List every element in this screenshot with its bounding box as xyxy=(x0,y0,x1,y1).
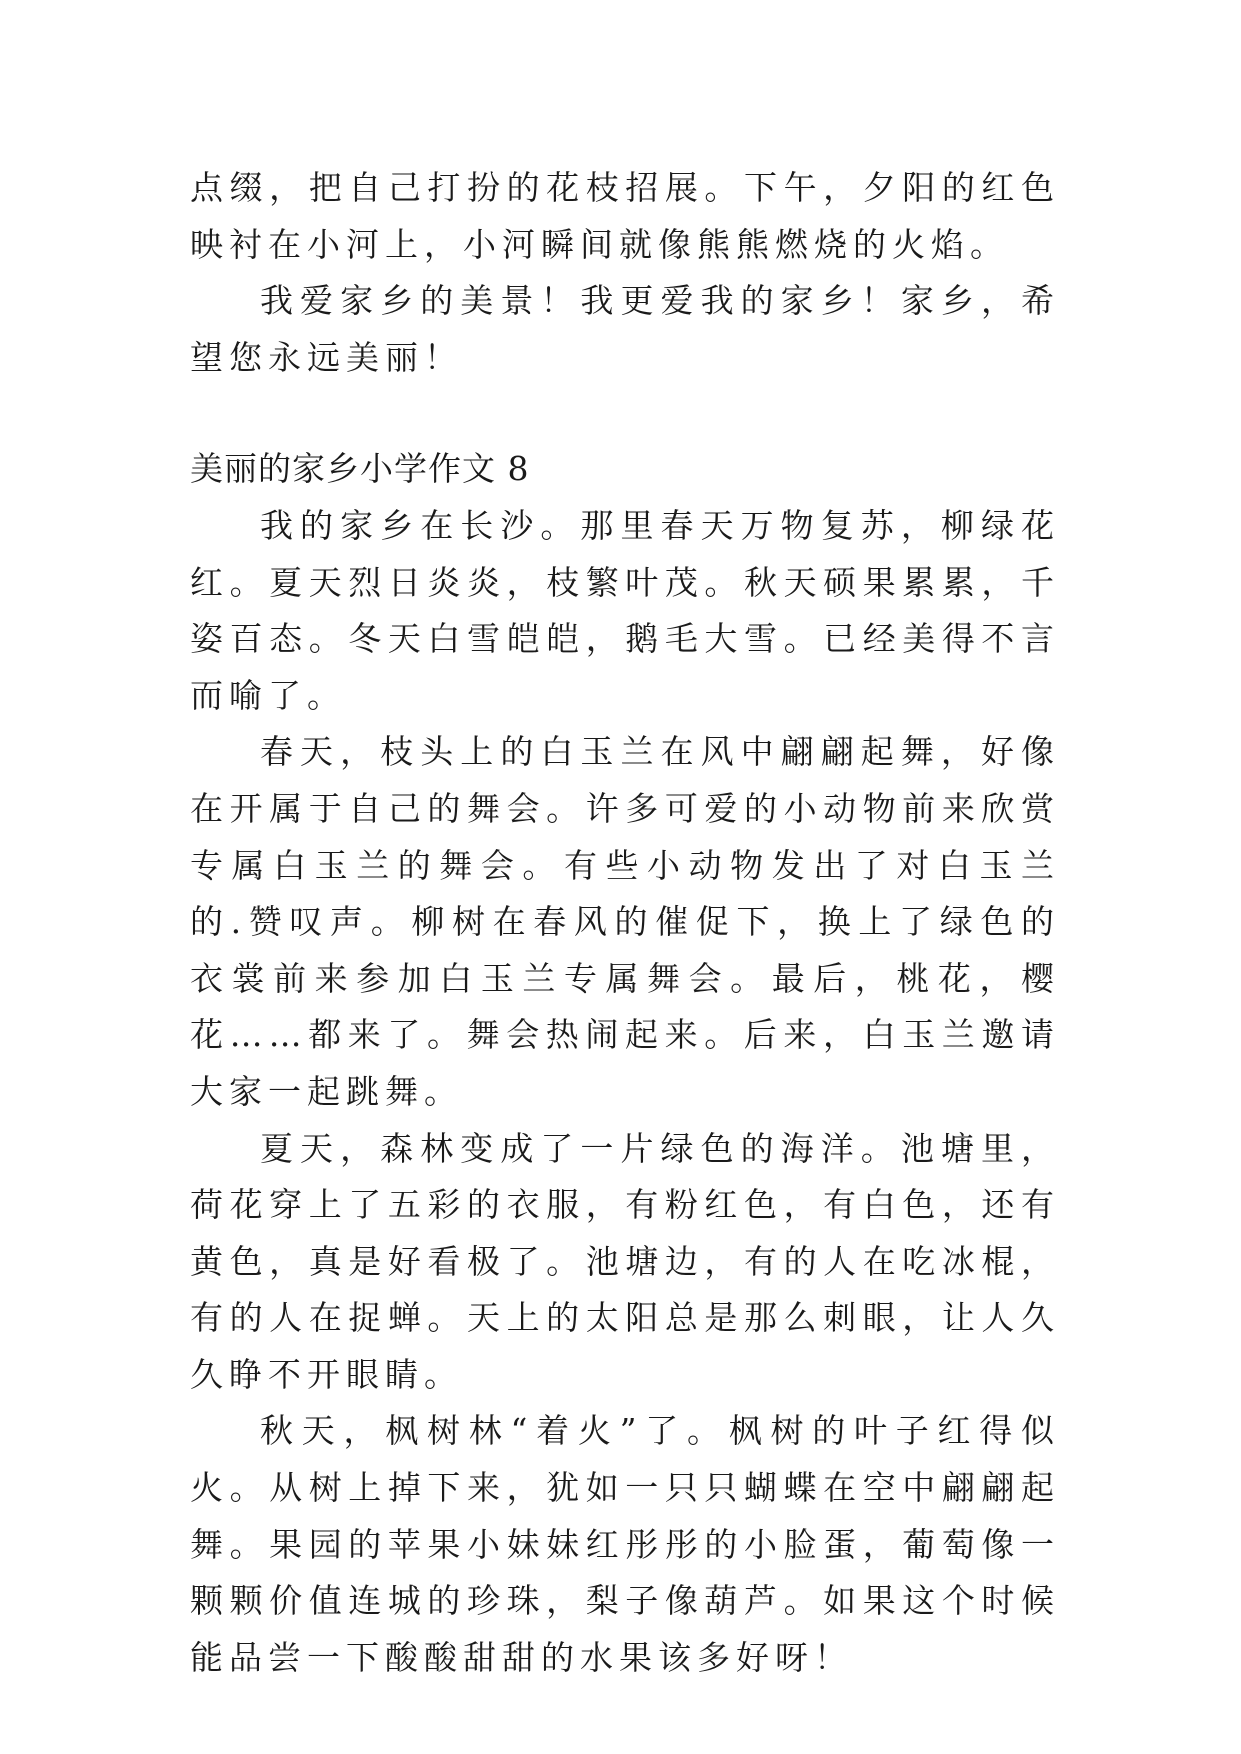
paragraph-intro: 我的家乡在长沙。那里春天万物复苏，柳绿花红。夏天烈日炎炎，枝繁叶茂。秋天硕果累累，千姿百态。冬天白雪皑皑，鹅毛大雪。已经美得不言而喻了。 xyxy=(190,505,1060,715)
paragraph-continuation: 点缀，把自己打扮的花枝招展。下午，夕阳的红色映衬在小河上，小河瞬间就像熊熊燃烧的火焰。 xyxy=(190,168,1060,264)
essay-heading: 美丽的家乡小学作文 8 xyxy=(190,449,530,489)
document-body xyxy=(190,160,1060,1686)
paragraph-closing: 我爱家乡的美景！我更爱我的家乡！家乡，希望您永远美丽！ xyxy=(190,281,1060,377)
paragraph-spring: 春天，枝头上的白玉兰在风中翩翩起舞，好像在开属于自己的舞会。许多可爱的小动物前来欣赏专属白玉兰的舞会。有些小动物发出了对白玉兰的.赞叹声。柳树在春风的催促下，换上了绿色的衣裳前来参加白玉兰专属舞会。最后，桃花，樱花……都来了。舞会热闹起来。后来，白玉兰邀请大家一起跳舞。 xyxy=(190,732,1060,1111)
paragraph-summer: 夏天，森林变成了一片绿色的海洋。池塘里，荷花穿上了五彩的衣服，有粉红色，有白色，还有黄色，真是好看极了。池塘边，有的人在吃冰棍，有的人在捉蝉。天上的太阳总是那么刺眼，让人久久睁不开眼睛。 xyxy=(190,1128,1060,1394)
paragraph-autumn: 秋天，枫树林“着火”了。枫树的叶子红得似火。从树上掉下来，犹如一只只蝴蝶在空中翩翩起舞。果园的苹果小妹妹红彤彤的小脸蛋，葡萄像一颗颗价值连城的珍珠，梨子像葫芦。如果这个时候能品尝一下酸酸甜甜的水果该多好呀！ xyxy=(190,1411,1060,1677)
